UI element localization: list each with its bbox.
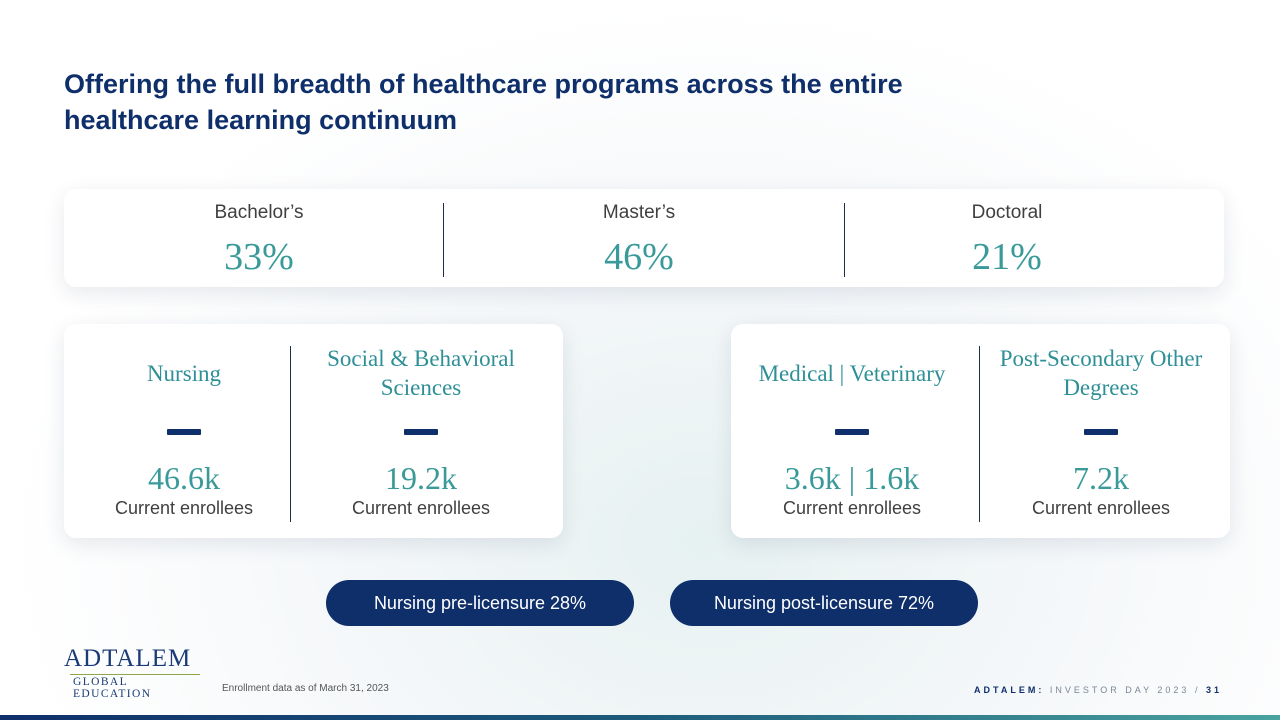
stat-label: Doctoral [971, 202, 1043, 223]
program-name: Social & Behavioral Sciences [327, 346, 515, 400]
logo-wordmark: ADTALEM [64, 645, 192, 672]
divider [979, 346, 980, 522]
stat-value: 21% [972, 236, 1042, 278]
footnote: Enrollment data as of March 31, 2023 [222, 683, 389, 694]
footer-brand: ADTALEM: [974, 685, 1045, 695]
program-nursing [64, 324, 304, 538]
program-sub: Current enrollees [114, 498, 254, 518]
program-social-behavioral [308, 324, 534, 538]
program-value: 46.6k [148, 460, 220, 496]
program-sub: Current enrollees [351, 498, 491, 518]
footer-event: INVESTOR DAY 2023 [1049, 685, 1190, 695]
stat-value: 46% [604, 236, 674, 278]
logo-rule [70, 674, 200, 675]
program-sub: Current enrollees [1031, 498, 1171, 518]
program-name: Medical | Veterinary [758, 360, 946, 386]
degree-mix-card [64, 189, 1224, 287]
stat-masters [444, 189, 834, 287]
page-number: 31 [1205, 685, 1222, 695]
stat-label: Master’s [602, 202, 676, 223]
footer-label [974, 685, 1222, 695]
stat-label: Bachelor’s [214, 202, 304, 223]
dash-icon [404, 429, 438, 435]
footer-separator: / [1194, 685, 1201, 695]
adtalem-logo [64, 645, 204, 700]
stat-value: 33% [224, 236, 294, 278]
dash-icon [167, 429, 201, 435]
nursing-pre-licensure-pill: Nursing pre-licensure 28% [326, 580, 634, 626]
program-value: 7.2k [1073, 460, 1129, 496]
nursing-post-licensure-pill: Nursing post-licensure 72% [670, 580, 978, 626]
dash-icon [1084, 429, 1118, 435]
stat-bachelors [64, 189, 454, 287]
page-title: Offering the full breadth of healthcare programs across the entire healthcare learning continuum [64, 69, 903, 135]
stat-doctoral [844, 189, 1170, 287]
program-card-right [731, 324, 1230, 538]
program-value: 3.6k | 1.6k [784, 460, 920, 496]
program-medical-veterinary [731, 324, 973, 538]
program-value: 19.2k [385, 460, 457, 496]
program-card-left [64, 324, 563, 538]
bottom-accent-bar [0, 715, 1280, 720]
program-sub: Current enrollees [782, 498, 922, 518]
program-name: Post-Secondary Other Degrees [999, 346, 1203, 400]
logo-subtitle: GLOBAL EDUCATION [73, 676, 152, 700]
dash-icon [835, 429, 869, 435]
program-name: Nursing [146, 360, 222, 386]
program-post-secondary [993, 324, 1209, 538]
divider [290, 346, 291, 522]
